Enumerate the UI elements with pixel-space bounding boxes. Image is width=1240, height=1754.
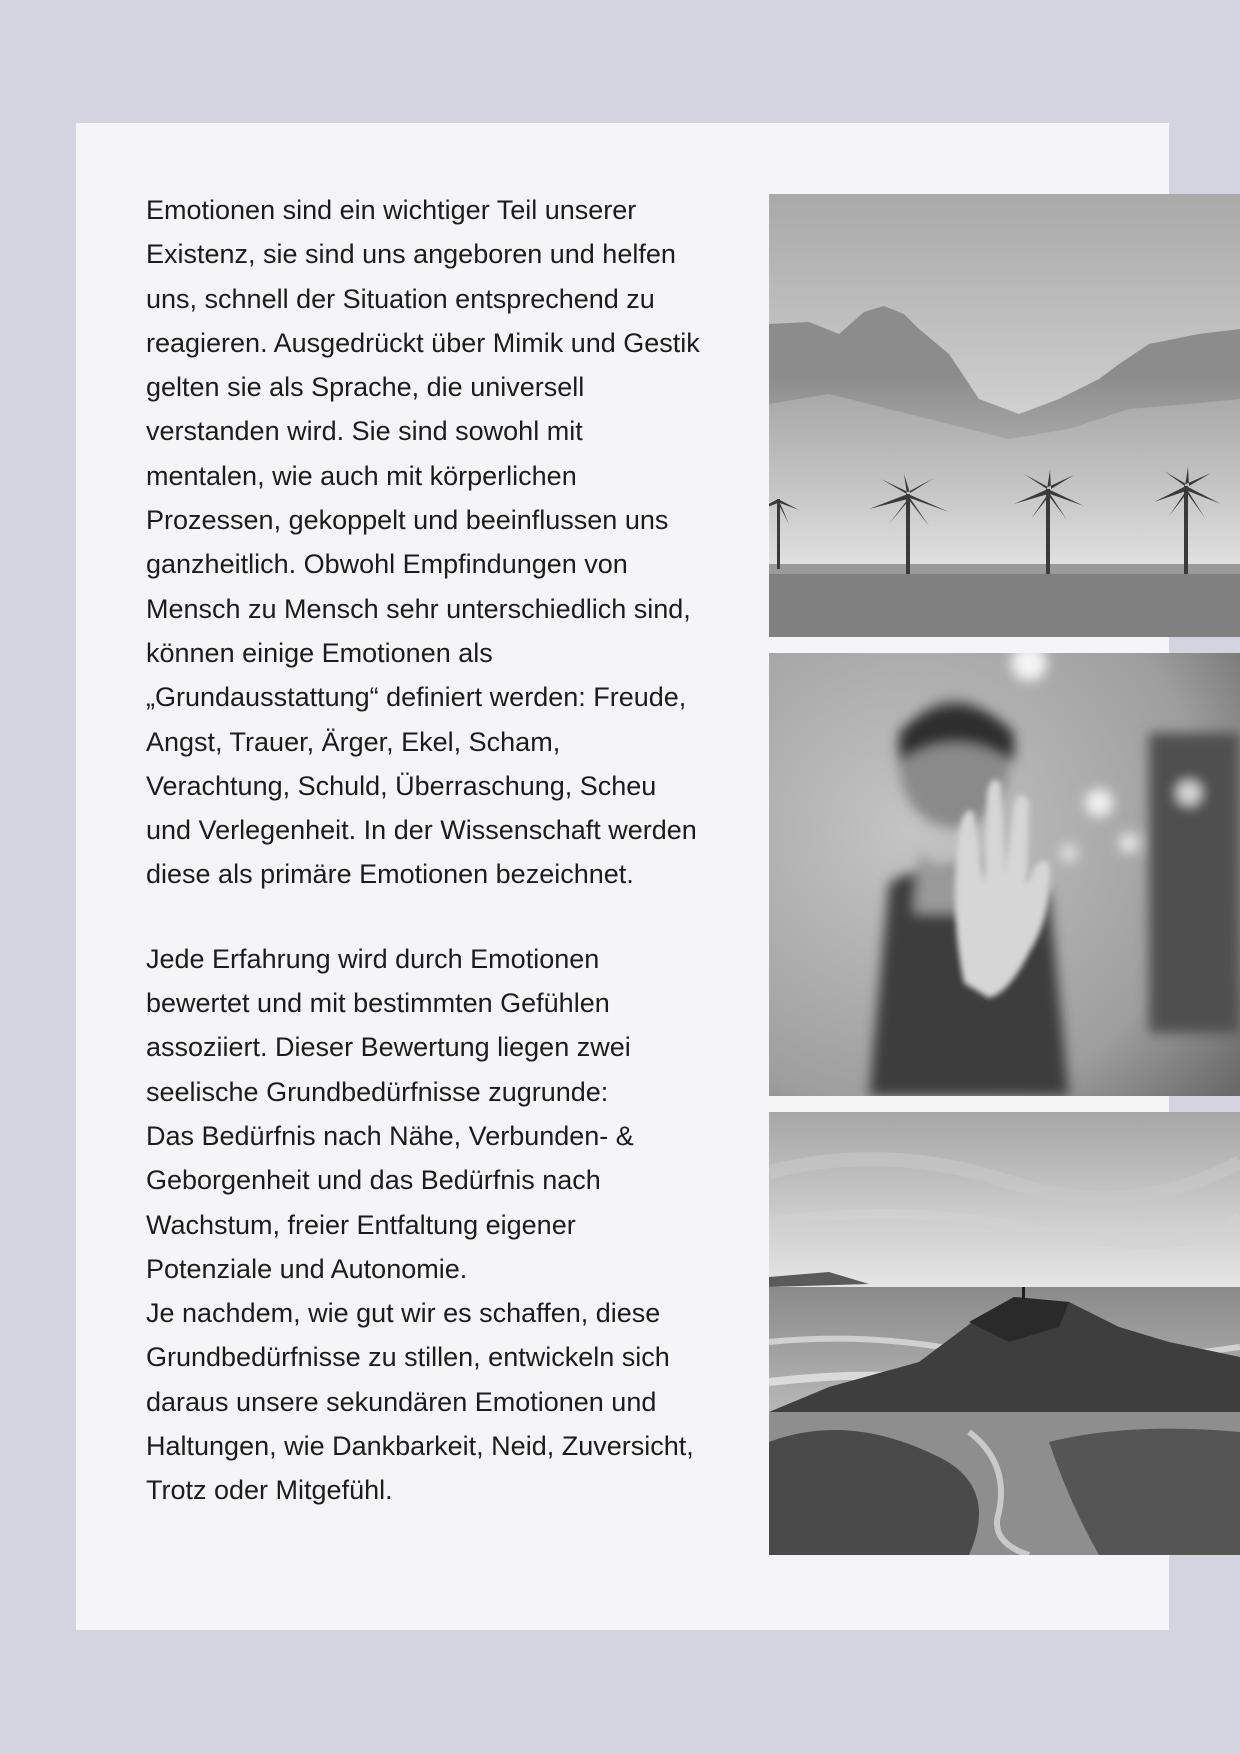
paragraph-primary-emotions: Emotionen sind ein wichtiger Teil unserer Existenz, sie sind uns angeboren und helfen uns, schnell der Situation entsprechend zu reagieren. Ausgedrückt über Mimik und Gestik gelten sie als Sprache, die universell verstanden wird. Sie sind sowohl mit mentalen, wie auch mit körperlichen Prozessen, gekoppelt und beeinflussen uns ganzheitlich. Obwohl Empfindungen von Mensch zu Mensch sehr unterschiedlich sind, können einige Emotionen als „Grundausstattung“ definiert werden: Freude, Angst, Trauer, Ärger, Ekel, Scham, Verachtung, Schuld, Überraschung, Scheu und Verlegenheit. In der Wissenschaft werden diese als primäre Emotionen bezeichnet. [146,195,700,890]
rocky-coast-sea-photo [769,1112,1240,1555]
misty-mountains-palm-trees-photo [769,194,1240,637]
body-text-column [146,188,706,1553]
paragraph-secondary-emotions: Jede Erfahrung wird durch Emotionen bewertet und mit bestimmten Gefühlen assoziiert. Dieser Bewertung liegen zwei seelische Grundbedürfnisse zugrunde: Das Bedürfnis nach Nähe, Verbunden- & Geborgenheit und das Bedürfnis nach Wachstum, freier Entfaltung eigener Potenziale und Autonomie. Je nachdem, wie gut wir es schaffen, diese Grundbedürfnisse zu stillen, entwickeln sich daraus unsere sekundären Emotionen und Haltungen, wie Dankbarkeit, Neid, Zuversicht, Trotz oder Mitgefühl. [146,943,694,1506]
woman-raising-hand-photo [769,653,1240,1096]
